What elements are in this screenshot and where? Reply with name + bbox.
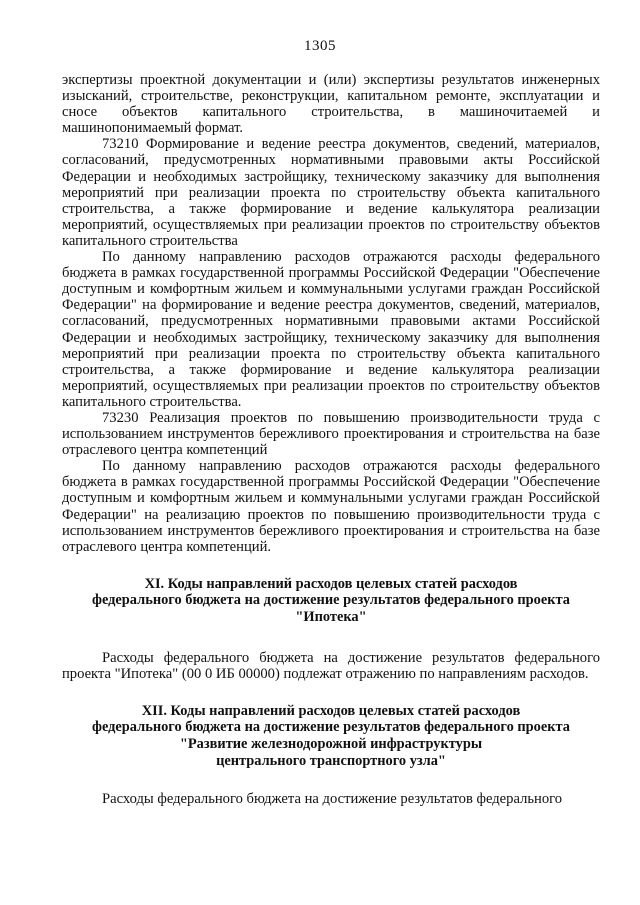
section-heading-xi	[62, 576, 600, 626]
paragraph-railway-start: Расходы федерального бюджета на достижение результатов федерального	[102, 791, 563, 808]
heading-xi-line3: "Ипотека"	[295, 609, 367, 625]
heading-xi-line1: XI. Коды направлений расходов целевых статей расходов	[144, 575, 518, 592]
paragraph-73230-title: 73230 Реализация проектов по повышению производительности труда с использованием инструментов бережливого проектирования и строительства на базе отраслевого центра компетенций	[62, 409, 600, 459]
paragraph-expertise-continuation: экспертизы проектной документации и (или) экспертизы результатов инженерных изысканий, строительстве, реконструкции, капитальном ремонте, эксплуатации и сносе объектов капитального строительства, в машиночитаемей и машинопонимаемый формат.	[62, 72, 600, 137]
page-number: 1305	[304, 38, 336, 54]
heading-xii-line3: "Развитие железнодорожной инфраструктуры	[179, 735, 483, 752]
paragraph-73210-description: По данному направлению расходов отражаются расходы федерального бюджета в рамках государственной программы Российской Федерации "Обеспечение доступным и комфортным жильем и коммунальными услугами граждан Российской Федерации" на формирование и ведение реестра документов, сведений, материалов, согласований, предусмотренных нормативными правовыми актами Российской Федерации и необходимых застройщику, техническому заказчику для выполнения мероприятий при реализации проекта по строительству объекта капитального строительства, а также формирование и ведение калькулятора реализации мероприятий, осуществляемых при реализации проектов по строительству объектов капитального строительства.	[62, 249, 600, 410]
document-body	[62, 72, 600, 807]
paragraph-73210-title: 73210 Формирование и ведение реестра документов, сведений, материалов, согласований, предусмотренных нормативными правовыми акты Российской Федерации и необходимых застройщику, техническому заказчику для выполнения мероприятий при реализации проекта по строительству объекта капитального строительства, а также формирование и ведение калькулятора реализации мероприятий, осуществляемых при реализации проектов по строительству объектов капитального строительства	[62, 136, 600, 249]
paragraph-73230-description: По данному направлению расходов отражаются расходы федерального бюджета в рамках государственной программы Российской Федерации "Обеспечение доступным и комфортным жильем и коммунальными услугами граждан Российской Федерации" на реализацию проектов по повышению производительности труда с использованием инструментов бережливого проектирования и строительства на базе отраслевого центра компетенций.	[62, 458, 600, 555]
heading-xii-line4: центрального транспортного узла"	[216, 752, 446, 769]
heading-xii-line1: XII. Коды направлений расходов целевых статей расходов	[141, 702, 521, 719]
paragraph-ipoteka: Расходы федерального бюджета на достижение результатов федерального проекта "Ипотека" (00 0 ИБ 00000) подлежат отражению по направлениям расходов.	[62, 649, 600, 682]
heading-xii-line2: федерального бюджета на достижение результатов федерального проекта	[91, 719, 570, 736]
heading-xi-line2: федерального бюджета на достижение результатов федерального проекта	[91, 592, 570, 609]
section-heading-xii	[62, 703, 600, 769]
